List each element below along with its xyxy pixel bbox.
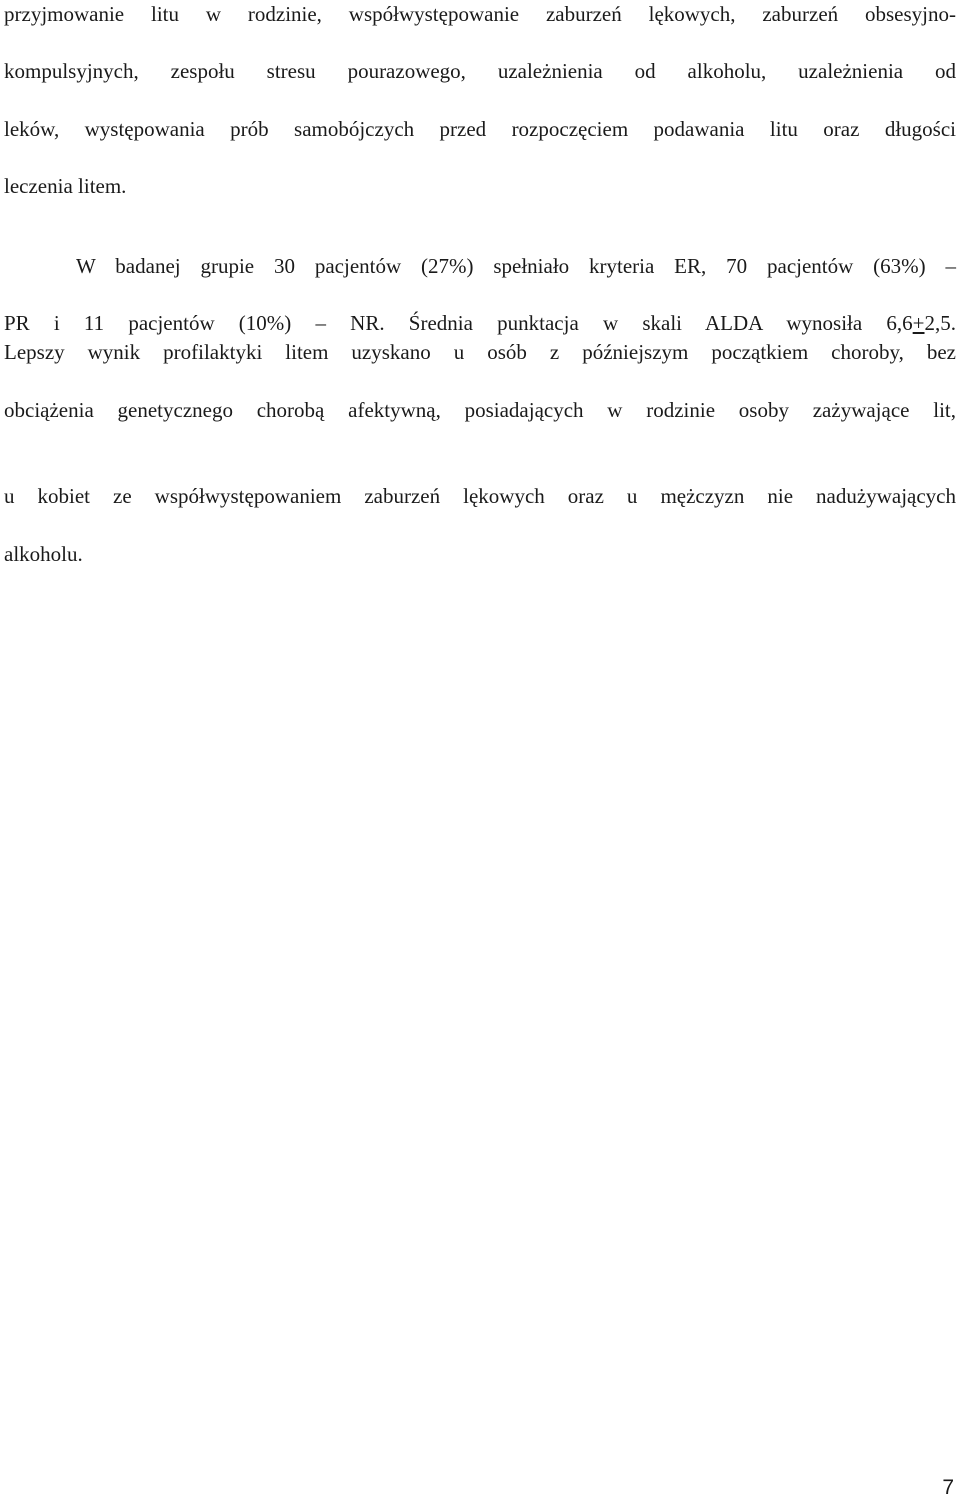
paragraph-2-line-2-text: PR i 11 pacjentów (10%) – NR. Średnia punktacja w skali ALDA wynosiła 6,6 [4,311,913,335]
paragraph-2-line-2-end: 2,5. [924,311,956,335]
paragraph-2-line-1: W badanej grupie 30 pacjentów (27%) spełniało kryteria ER, 70 pacjentów (63%) – [76,254,956,278]
paragraph-2-line-4: obciążenia genetycznego chorobą afektywną, posiadających w rodzinie osoby zażywające lit, [4,398,956,422]
page-number: 7 [942,1476,954,1499]
paragraph-2-line-5: u kobiet ze współwystępowaniem zaburzeń lękowych oraz u mężczyzn nie nadużywających [4,484,956,508]
paragraph-2-line-3: Lepszy wynik profilaktyki litem uzyskano u osób z późniejszym początkiem choroby, bez [4,340,956,364]
plus-minus-sign: + [912,311,925,335]
paragraph-2-line-6: alkoholu. [4,542,83,566]
paragraph-1-line-4: leczenia litem. [4,174,127,198]
paragraph-1-line-1: przyjmowanie litu w rodzinie, współwystępowanie zaburzeń lękowych, zaburzeń obsesyjno- [4,2,956,26]
paragraph-2-line-2 [4,309,956,337]
paragraph-1-line-3: leków, występowania prób samobójczych przed rozpoczęciem podawania litu oraz długości [4,117,956,141]
paragraph-1-line-2: kompulsyjnych, zespołu stresu pourazowego, uzależnienia od alkoholu, uzależnienia od [4,59,956,83]
